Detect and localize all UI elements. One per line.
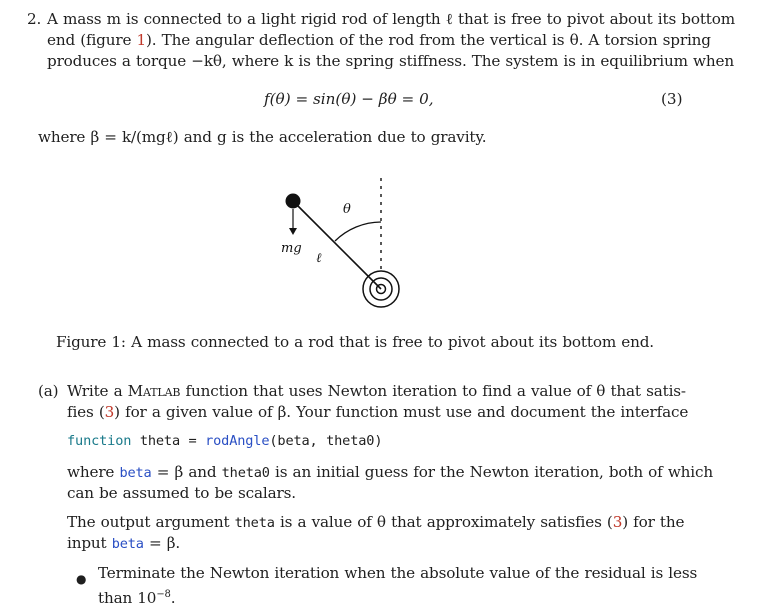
equation-number: (3)	[661, 90, 683, 108]
rod-length-label: ℓ	[316, 251, 322, 266]
equation-reference-link-2[interactable]: 3	[612, 513, 623, 531]
part-a-line1: Write a Matlab function that uses Newton iteration to find a value of θ that satis-	[67, 382, 686, 400]
figure-reference-link[interactable]: 1	[136, 31, 147, 49]
interface-description-line1: where beta = β and theta0 is an initial guess for the Newton iteration, both of which	[67, 463, 714, 481]
bullet-icon: ●	[76, 572, 87, 586]
output-description-line2: input beta = β.	[67, 534, 181, 552]
gravity-arrowhead	[289, 228, 297, 235]
problem-intro-line2: end (figure 1). The angular deflection of the rod from the vertical is θ. A torsion spring	[47, 31, 711, 49]
angle-label: θ	[343, 202, 351, 217]
bullet-line2: than $10^{-8}$.	[98, 589, 176, 607]
part-a-line2: fies (3) for a given value of β. Your function must use and document the interface	[67, 403, 689, 421]
angle-arc	[335, 222, 381, 241]
problem-intro-line1: A mass m is connected to a light rigid rod of length ℓ that is free to pivot about its bottom	[47, 10, 736, 28]
interface-description-line2: can be assumed to be scalars.	[67, 484, 296, 502]
equation-reference-link[interactable]: 3	[104, 403, 115, 421]
figure-caption: Figure 1: A mass connected to a rod that is free to pivot about its bottom end.	[56, 333, 654, 351]
output-description-line1: The output argument theta is a value of θ that approximately satisfies (3) for the	[67, 513, 685, 531]
where-line: where β = k/(mgℓ) and g is the acceleration due to gravity.	[38, 128, 487, 146]
problem-number: 2.	[27, 10, 42, 28]
part-a-label: (a)	[38, 382, 59, 400]
problem-intro-line3: produces a torque −kθ, where k is the spring stiffness. The system is in equilibrium when	[47, 52, 734, 70]
mass	[286, 194, 301, 209]
bullet-line1: Terminate the Newton iteration when the absolute value of the residual is less	[98, 564, 698, 582]
equation: f(θ) = sin(θ) − βθ = 0,	[264, 90, 434, 108]
function-signature: function theta = rodAngle(beta, theta0)	[67, 433, 383, 449]
mass-weight-label: mg	[281, 241, 302, 256]
